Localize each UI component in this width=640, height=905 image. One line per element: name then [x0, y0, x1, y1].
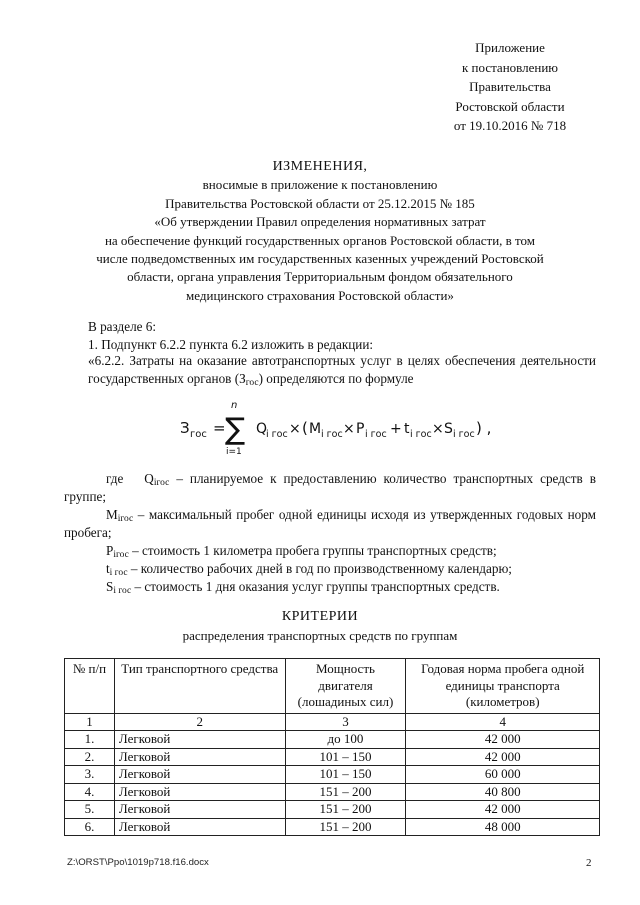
- column-number: 4: [406, 713, 600, 731]
- annual-mileage: 42 000: [406, 801, 600, 819]
- annual-mileage: 42 000: [406, 731, 600, 749]
- definition-t: [106, 560, 596, 578]
- vehicle-type: Легковой: [114, 766, 285, 784]
- row-number: 5.: [65, 801, 115, 819]
- formula-times: ×: [343, 421, 355, 437]
- row-number: 3.: [65, 766, 115, 784]
- title-line: области, органа управления Территориальным фондом обязательного: [127, 269, 513, 285]
- appendix-header: [400, 38, 620, 136]
- formula-sum-bottom: i=1: [226, 447, 242, 457]
- vehicle-type: Легковой: [114, 818, 285, 836]
- title-line: вносимые в приложение к постановлению: [202, 177, 438, 193]
- table-row: [65, 731, 600, 749]
- engine-power: 101 – 150: [285, 766, 406, 784]
- formula-s: S: [444, 421, 453, 437]
- symbol-q-sub: iгос: [153, 478, 170, 488]
- definition-p-text: – стоимость 1 километра пробега группы транспортных средств;: [128, 543, 497, 558]
- symbol-t-sub: i гос: [109, 568, 128, 578]
- title-line: медицинского страхования Ростовской области»: [186, 287, 454, 303]
- definition-s: [106, 578, 596, 596]
- formula-sum-top: n: [231, 400, 238, 411]
- header-number: № п/п: [65, 659, 115, 714]
- table-row: [65, 783, 600, 801]
- formula-m-sub: i гос: [321, 429, 343, 440]
- paragraph-text: «6.2.2. Затраты на оказание автотранспортных услуг в целях обеспечения деятельности государственных органов (З: [88, 353, 596, 386]
- annual-mileage: 60 000: [406, 766, 600, 784]
- page-number: 2: [586, 857, 592, 869]
- formula-times: ×: [289, 421, 301, 437]
- vehicle-type: Легковой: [114, 801, 285, 819]
- row-number: 1.: [65, 731, 115, 749]
- table-numbering-row: [65, 713, 600, 731]
- title-line: Правительства Ростовской области от 25.12.2015 № 185: [165, 195, 475, 211]
- paragraph-text-end: ) определяются по формуле: [258, 371, 414, 386]
- formula-close-paren: ) ,: [476, 419, 492, 437]
- row-number: 2.: [65, 748, 115, 766]
- appendix-line: Ростовской области: [455, 98, 565, 114]
- formula-q: Q: [256, 421, 268, 437]
- annual-mileage: 40 800: [406, 783, 600, 801]
- engine-power: 151 – 200: [285, 818, 406, 836]
- table-header-row: [65, 659, 600, 714]
- definition-s-text: – стоимость 1 дня оказания услуг группы транспортных средств.: [131, 579, 500, 594]
- column-number: 2: [114, 713, 285, 731]
- symbol-t: t: [106, 561, 110, 576]
- column-number: 3: [285, 713, 406, 731]
- formula-m: M: [309, 421, 322, 437]
- criteria-subtitle: распределения транспортных средств по группам: [182, 628, 458, 643]
- definition-m-text: – максимальный пробег одной единицы исходя из утвержденных годовых норм пробега;: [64, 507, 596, 540]
- cost-formula: [140, 396, 520, 456]
- appendix-line: от 19.10.2016 № 718: [453, 118, 567, 133]
- symbol-p: P: [106, 543, 114, 558]
- section-heading: В разделе 6:: [88, 319, 157, 334]
- header-annual-mileage: Годовая норма пробега одной единицы транспорта (километров): [406, 659, 600, 714]
- definition-q: [64, 470, 596, 506]
- symbol-s-sub: i гос: [113, 586, 132, 596]
- formula-plus: +: [390, 421, 402, 437]
- criteria-title: КРИТЕРИИ: [281, 609, 359, 624]
- formula-t: t: [404, 421, 410, 437]
- criteria-table: [64, 658, 600, 836]
- symbol-m-sub: iгос: [117, 514, 134, 524]
- title-line: числе подведомственных им государственных казенных учреждений Ростовской: [96, 251, 544, 267]
- formula-t-sub: i гос: [410, 429, 432, 440]
- row-number: 4.: [65, 783, 115, 801]
- table-row: [65, 801, 600, 819]
- annual-mileage: 42 000: [406, 748, 600, 766]
- formula-open-paren: (: [302, 419, 308, 437]
- definition-m: [64, 506, 596, 542]
- engine-power: до 100: [285, 731, 406, 749]
- symbol-m: M: [106, 507, 118, 522]
- symbol-p-sub: iгос: [113, 550, 129, 560]
- formula-lhs: З: [180, 419, 190, 437]
- definition-p: [106, 542, 596, 560]
- where-word: где: [106, 471, 124, 486]
- table-row: [65, 766, 600, 784]
- engine-power: 151 – 200: [285, 801, 406, 819]
- paragraph-subscript: гос: [245, 378, 259, 388]
- vehicle-type: Легковой: [114, 731, 285, 749]
- annual-mileage: 48 000: [406, 818, 600, 836]
- formula-s-sub: i гос: [453, 429, 475, 440]
- column-number: 1: [65, 713, 115, 731]
- appendix-line: к постановлению: [461, 59, 559, 75]
- formula-times: ×: [432, 421, 444, 437]
- vehicle-type: Легковой: [114, 783, 285, 801]
- footer-file-path: Z:\ORST\Ppo\1019p718.f16.docx: [67, 857, 209, 868]
- header-engine-power: Мощность двигателя (лошадиных сил): [285, 659, 406, 714]
- formula-svg: [140, 396, 520, 456]
- item-1: 1. Подпункт 6.2.2 пункта 6.2 изложить в редакции:: [88, 337, 374, 352]
- formula-p: P: [356, 421, 365, 437]
- title-heading: ИЗМЕНЕНИЯ,: [272, 159, 368, 174]
- row-number: 6.: [65, 818, 115, 836]
- formula-q-sub: i гос: [266, 429, 288, 440]
- title-line: на обеспечение функций государственных органов Ростовской области, в том: [104, 232, 536, 248]
- title-line: «Об утверждении Правил определения нормативных затрат: [154, 214, 486, 230]
- engine-power: 101 – 150: [285, 748, 406, 766]
- engine-power: 151 – 200: [285, 783, 406, 801]
- table-row: [65, 818, 600, 836]
- definition-q-text: – планируемое к предоставлению количество транспортных средств в группе;: [64, 471, 596, 504]
- formula-lhs-sub: гос: [190, 429, 207, 440]
- symbol-q: Q: [144, 471, 154, 486]
- paragraph-6-2-2: [88, 352, 596, 388]
- document-title: [40, 158, 600, 305]
- symbol-s: S: [106, 579, 114, 594]
- header-vehicle-type: Тип транспортного средства: [114, 659, 285, 714]
- appendix-line: Приложение: [475, 40, 545, 55]
- appendix-line: Правительства: [469, 79, 551, 94]
- table-row: [65, 748, 600, 766]
- formula-p-sub: i гос: [365, 429, 387, 440]
- vehicle-type: Легковой: [114, 748, 285, 766]
- formula-equals: =: [213, 419, 226, 437]
- formula-sigma: ∑: [225, 412, 246, 447]
- definition-t-text: – количество рабочих дней в год по производственному календарю;: [127, 561, 512, 576]
